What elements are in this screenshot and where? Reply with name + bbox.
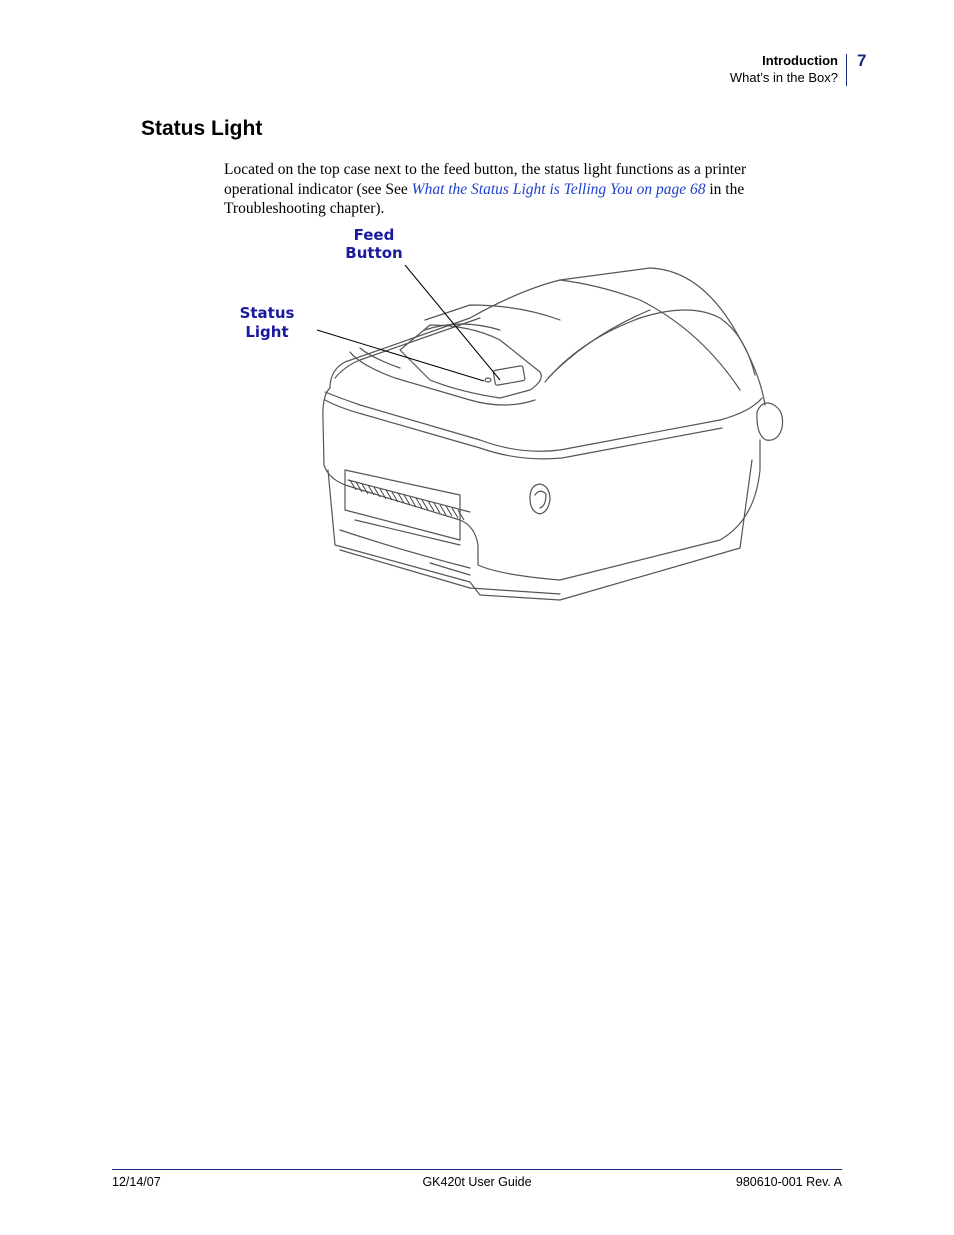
printer-illustration xyxy=(230,222,800,602)
cross-reference-title: What the Status Light is Telling You xyxy=(411,180,633,198)
cross-reference-page: on page 68 xyxy=(632,180,706,198)
footer-divider xyxy=(112,1169,842,1170)
status-light xyxy=(485,378,491,382)
footer-part-number: 980610-001 Rev. A xyxy=(735,1175,842,1189)
footer-date: 12/14/07 xyxy=(112,1175,161,1189)
running-header xyxy=(730,52,838,86)
footer-guide-title: GK420t User Guide xyxy=(422,1175,532,1189)
release-latch xyxy=(530,484,550,514)
printer-base xyxy=(328,460,752,600)
header-page-number: 7 xyxy=(857,51,867,70)
side-knob xyxy=(757,403,783,440)
body-paragraph xyxy=(224,160,784,219)
printer-lid xyxy=(330,268,765,405)
status-light-leader xyxy=(317,330,484,381)
paragraph-text-2: in the Troubleshooting chapter). xyxy=(224,180,745,217)
feed-callout-line2: Button xyxy=(345,244,403,262)
header-section: What’s in the Box? xyxy=(729,70,838,85)
feed-callout-line1: Feed xyxy=(353,226,395,244)
status-callout-line1: Status xyxy=(239,304,295,322)
paragraph-text-1: Located on the top case next to the feed button, the status light functions as a printer operational indicator (see See xyxy=(224,161,747,198)
feed-button-leader xyxy=(405,265,500,380)
header-chapter: Introduction xyxy=(762,53,838,68)
status-callout-line2: Light xyxy=(245,323,289,341)
feed-button xyxy=(493,366,525,386)
header-divider xyxy=(846,54,847,86)
section-title: Status Light xyxy=(141,117,263,140)
printer-figure xyxy=(230,222,800,602)
cross-reference-link[interactable] xyxy=(412,181,706,198)
